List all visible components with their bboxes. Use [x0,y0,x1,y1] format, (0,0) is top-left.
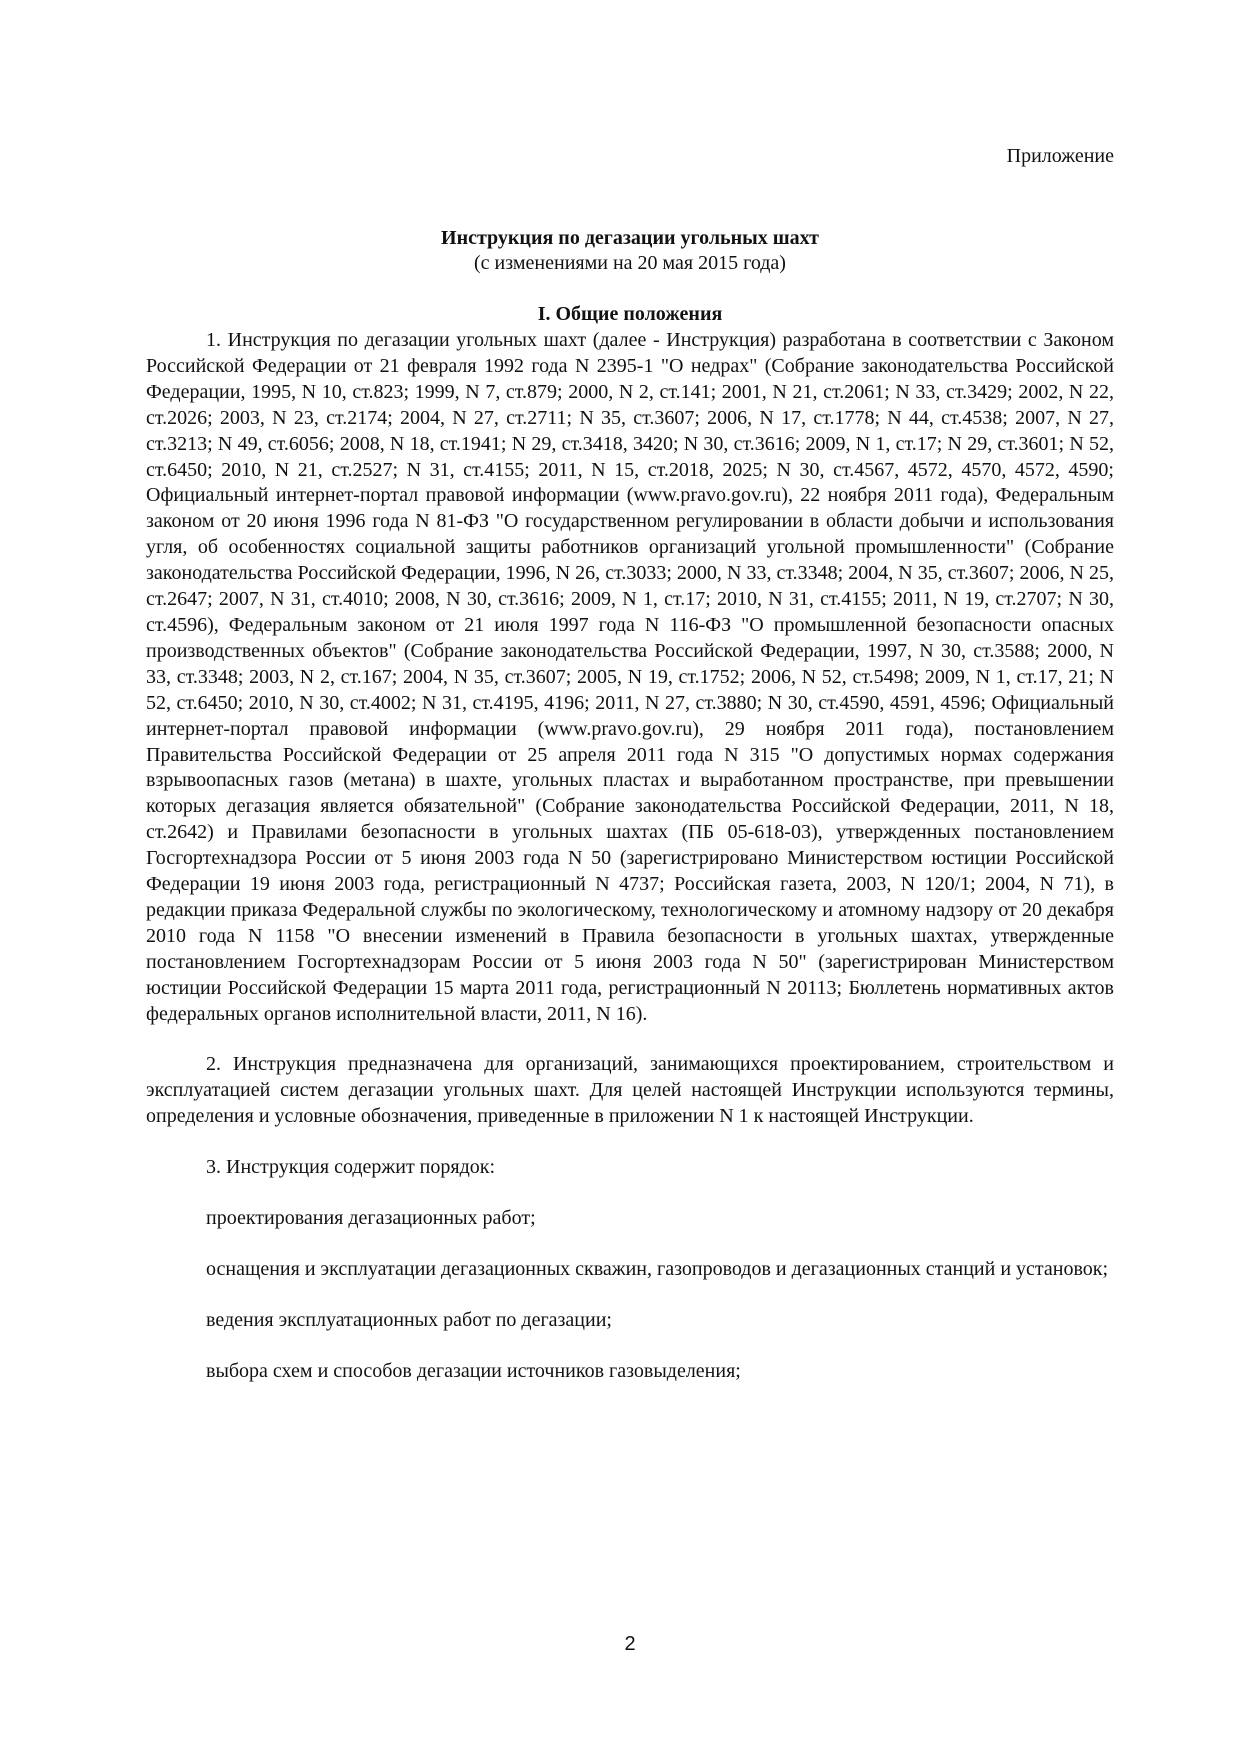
page-number: 2 [624,1633,636,1655]
list-item-schemes: выбора схем и способов дегазации источников газовыделения; [206,1359,741,1382]
list-item-operations: ведения эксплуатационных работ по дегазации; [206,1308,612,1331]
document-title-main: Инструкция по дегазации угольных шахт [441,227,819,249]
section-heading: I. Общие положения [537,303,723,325]
list-item-design: проектирования дегазационных работ; [206,1207,536,1230]
document-page [146,0,1114,1755]
paragraph-2: 2. Инструкция предназначена для организаций, занимающихся проектированием, строительством и эксплуатацией систем дегазации угольных шахт. Для целей настоящей Инструкции используются термины, определения и условные обозначения, приведенные в приложении N 1 к настоящей Инструкции. [146,1053,1114,1128]
paragraph-1: 1. Инструкция по дегазации угольных шахт (далее - Инструкция) разработана в соответствии с Законом Российской Федерации от 21 февраля 1992 года N 2395-1 "О недрах" (Собрание законодательства Российской Федерации, 1995, N 10, ст.823; 1999, N 7, ст.879; 2000, N 2, ст.141; 2001, N 21, ст.2061; N 33, ст.3429; 2002, N 22, ст.2026; 2003, N 23, ст.2174; 2004, N 27, ст.2711; N 35, ст.3607; 2006, N 17, ст.1778; N 44, ст.4538; 2007, N 27, ст.3213; N 49, ст.6056; 2008, N 18, ст.1941; N 29, ст.3418, 3420; N 30, ст.3616; 2009, N 1, ст.17; N 29, ст.3601; N 52, ст.6450; 2010, N 21, ст.2527; N 31, ст.4155; 2011, N 15, ст.2018, 2025; N 30, ст.4567, 4572, 4570, 4572, 4590; Официальный интернет-портал правовой информации (www.pravo.gov.ru), 22 ноября 2011 года), Федеральным законом от 20 июня 1996 года N 81-ФЗ "О государственном регулировании в области добычи и использования угля, об особенностях социальной защиты работников организаций угольной промышленности" (Собрание законодательства Российской Федерации, 1996, N 26, ст.3033; 2000, N 33, ст.3348; 2004, N 35, ст.3607; 2006, N 25, ст.2647; 2007, N 31, ст.4010; 2008, N 30, ст.3616; 2009, N 1, ст.17; 2010, N 31, ст.4155; 2011, N 19, ст.2707; N 30, ст.4596), Федеральным законом от 21 июля 1997 года N 116-ФЗ "О промышленной безопасности опасных производственных объектов" (Собрание законодательства Российской Федерации, 1997, N 30, ст.3588; 2000, N 33, ст.3348; 2003, N 2, ст.167; 2004, N 35, ст.3607; 2005, N 19, ст.1752; 2006, N 52, ст.5498; 2009, N 1, ст.17, 21; N 52, ст.6450; 2010, N 30, ст.4002; N 31, ст.4195, 4196; 2011, N 27, ст.3880; N 30, ст.4590, 4591, 4596; Официальный интернет-портал правовой информации (www.pravo.gov.ru), 29 ноября 2011 года), постановлением Правительства Российской Федерации от 25 апреля 2011 года N 315 "О допустимых нормах содержания взрывоопасных газов (метана) в шахте, угольных пластах и выработанном пространстве, при превышении которых дегазация является обязательной" (Собрание законодательства Российской Федерации, 2011, N 18, ст.2642) и Правилами безопасности в угольных шахтах (ПБ 05-618-03), утвержденных постановлением Госгортехнадзора России от 5 июня 2003 года N 50 (зарегистрировано Министерством юстиции Российской Федерации 19 июня 2003 года, регистрационный N 4737; Российская газета, 2003, N 120/1; 2004, N 71), в редакции приказа Федеральной службы по экологическому, технологическому и атомному надзору от 20 декабря 2010 года N 1158 "О внесении изменений в Правила безопасности в угольных шахтах, утвержденные постановлением Госгортехнадзорам России от 5 июня 2003 года N 50" (зарегистрирован Министерством юстиции Российской Федерации 15 марта 2011 года, регистрационный N 20113; Бюллетень нормативных актов федеральных органов исполнительной власти, 2011, N 16). [146,329,1114,1025]
document-title-subtitle: (с изменениями на 20 мая 2015 года) [474,252,786,274]
document-body [146,328,1114,1385]
paragraph-3: 3. Инструкция содержит порядок: [206,1156,496,1179]
document-title [146,226,1114,276]
list-item-equipment: оснащения и эксплуатации дегазационных скважин, газопроводов и дегазационных станций и установок; [206,1258,1109,1280]
appendix-label: Приложение [1006,145,1114,167]
